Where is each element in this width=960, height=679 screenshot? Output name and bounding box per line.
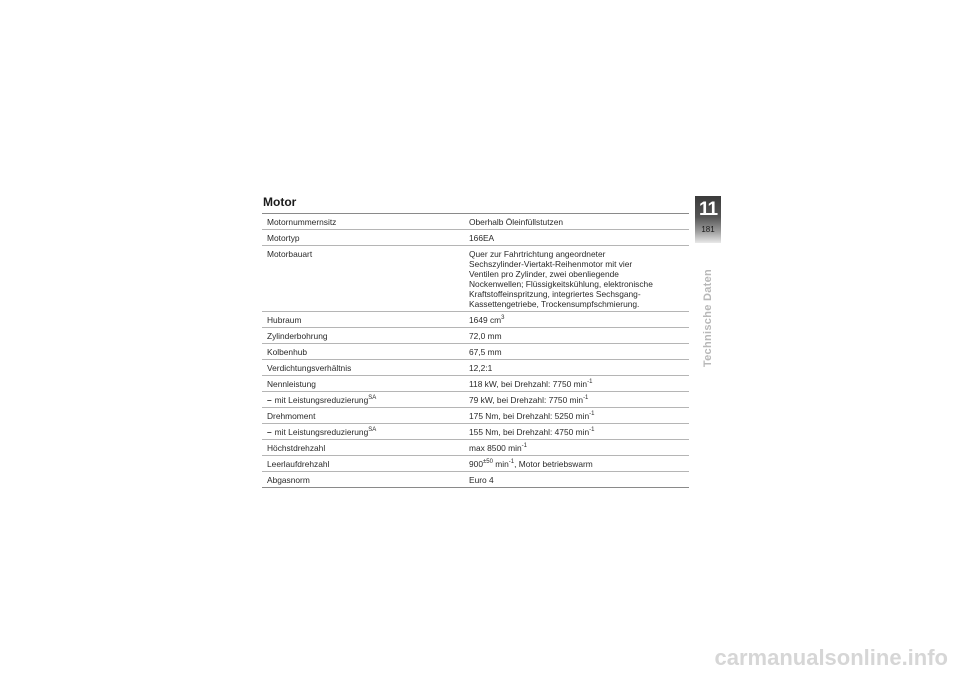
spec-label: Leerlaufdrehzahl <box>267 459 330 469</box>
spec-label-text: mit Leistungsreduzierung <box>274 427 369 437</box>
spec-value <box>462 408 689 423</box>
spec-value-text: 155 Nm, bei Drehzahl: 4750 min <box>469 427 590 437</box>
spec-label <box>262 392 462 407</box>
spec-value <box>462 246 689 311</box>
superscript: SA <box>368 427 377 433</box>
spec-value <box>462 312 689 327</box>
dash-marker: – <box>267 427 272 437</box>
spec-label: Kolbenhub <box>267 347 308 357</box>
spec-value-line: Kraftstoffeinspritzung, integriertes Sechsgang- <box>469 289 641 299</box>
spec-label: Drehmoment <box>267 411 316 421</box>
spec-label: Motornummernsitz <box>267 217 337 227</box>
spec-label: Höchstdrehzahl <box>267 443 326 453</box>
table-row <box>262 214 689 230</box>
spec-value: Oberhalb Öleinfüllstutzen <box>462 214 689 229</box>
spec-label: Hubraum <box>267 315 302 325</box>
superscript: ±50 <box>482 459 493 465</box>
spec-value-text: 1649 cm <box>469 315 502 325</box>
spec-value-line: Nockenwellen; Flüssigkeitskühlung, elektronische <box>469 279 653 289</box>
spec-value: 67,5 mm <box>462 344 689 359</box>
spec-table <box>262 213 689 488</box>
spec-label: Motorbauart <box>267 249 313 259</box>
spec-label: Zylinderbohrung <box>267 331 328 341</box>
superscript: -1 <box>508 459 515 465</box>
table-row <box>262 376 689 392</box>
spec-value: Euro 4 <box>462 472 689 487</box>
spec-label: Abgasnorm <box>267 475 310 485</box>
superscript: -1 <box>587 379 593 385</box>
dash-marker: – <box>267 395 272 405</box>
table-row <box>262 230 689 246</box>
spec-value-text: 79 kW, bei Drehzahl: 7750 min <box>469 395 584 405</box>
spec-value <box>462 456 689 471</box>
superscript: -1 <box>583 395 589 401</box>
spec-value <box>462 424 689 439</box>
table-row <box>262 360 689 376</box>
superscript: SA <box>368 395 377 401</box>
table-row <box>262 246 689 312</box>
spec-value-line: Kassettengetriebe, Trockensumpfschmierung. <box>469 299 640 309</box>
spec-value: 12,2:1 <box>462 360 689 375</box>
spec-value <box>462 392 689 407</box>
spec-value-text: 900 <box>469 459 483 469</box>
spec-value-text: , Motor betriebswarm <box>514 459 593 469</box>
table-row <box>262 456 689 472</box>
spec-value-text: min <box>492 459 509 469</box>
superscript: -1 <box>589 411 595 417</box>
chapter-side-title: Technische Daten <box>702 268 714 368</box>
page-number: 181 <box>701 225 715 234</box>
spec-value-line: Quer zur Fahrtrichtung angeordneter <box>469 249 606 259</box>
table-row <box>262 328 689 344</box>
spec-label: Nennleistung <box>267 379 316 389</box>
superscript: -1 <box>589 427 595 433</box>
superscript: -1 <box>521 443 527 449</box>
spec-value-text: 175 Nm, bei Drehzahl: 5250 min <box>469 411 590 421</box>
spec-value <box>462 376 689 391</box>
spec-label: Verdichtungsverhältnis <box>267 363 352 373</box>
table-row <box>262 424 689 440</box>
spec-label-text: mit Leistungsreduzierung <box>274 395 369 405</box>
section-title: Motor <box>263 195 297 209</box>
spec-label <box>262 424 462 439</box>
table-row <box>262 408 689 424</box>
watermark: carmanualsonline.info <box>714 645 948 670</box>
chapter-tab <box>695 196 721 243</box>
table-row <box>262 312 689 328</box>
spec-value-text: max 8500 min <box>469 443 522 453</box>
superscript: 3 <box>501 315 505 321</box>
spec-value-line: Ventilen pro Zylinder, zwei obenliegende <box>469 269 619 279</box>
spec-value-line: Sechszylinder-Viertakt-Reihenmotor mit vier <box>469 259 633 269</box>
spec-value <box>462 440 689 455</box>
table-row <box>262 472 689 488</box>
table-row <box>262 392 689 408</box>
table-row <box>262 344 689 360</box>
chapter-number: 11 <box>698 199 718 220</box>
spec-value-text: 118 kW, bei Drehzahl: 7750 min <box>469 379 588 389</box>
table-row <box>262 440 689 456</box>
spec-label: Motortyp <box>267 233 300 243</box>
spec-value: 72,0 mm <box>462 328 689 343</box>
spec-value: 166EA <box>462 230 689 245</box>
